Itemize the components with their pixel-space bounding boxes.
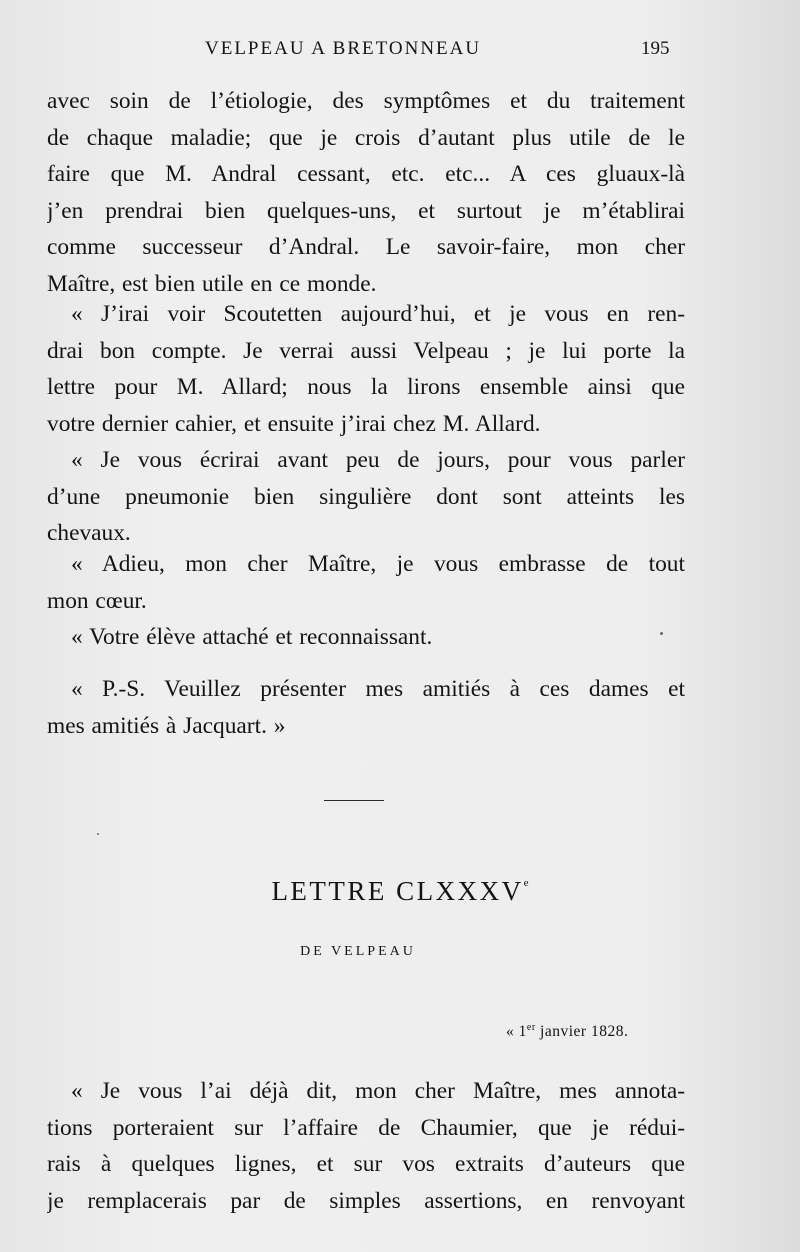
text-line: Maître, est bien utile en ce monde. [47,270,377,297]
text-line: je remplacerais par de simples assertions, en renvoyant [47,1187,685,1214]
text-line: « J’irai voir Scoutetten aujourd’hui, et je vous en ren- [71,301,685,327]
letter-title-text: LETTRE CLXXXV [271,876,524,906]
letter-title-superscript: e [523,877,529,889]
text-line: comme successeur d’Andral. Le savoir-faire, mon cher [47,234,685,260]
text-line: avec soin de l’étiologie, des symptômes et du traitement [47,88,685,114]
page-number: 195 [641,38,670,59]
paragraph-4 [47,546,685,619]
paragraph-2 [47,296,685,442]
print-speck [97,833,99,835]
paragraph-letter-body [47,1073,685,1219]
text-line: d’une pneumonie bien singulière dont sont atteints les [47,483,685,510]
print-speck [660,632,663,635]
text-line: chevaux. [47,520,131,546]
letter-author: DE VELPEAU [300,944,416,959]
date-superscript: er [526,1022,536,1033]
text-line: rais à quelques lignes, et sur vos extraits d’auteurs que [47,1151,685,1177]
text-line: « P.-S. Veuillez présenter mes amitiés à ces dames et [71,676,685,702]
text-line: drai bon compte. Je verrai aussi Velpeau ; je lui porte la [47,337,685,364]
text-line: « Je vous l’ai déjà dit, mon cher Maître, mes annota- [71,1078,685,1104]
letter-date [506,1022,628,1041]
text-line: mes amitiés à Jacquart. » [47,712,286,739]
paragraph-postscript [47,671,685,744]
text-line: votre dernier cahier, et ensuite j’irai chez M. Allard. [47,410,541,437]
date-prefix: « 1 [506,1023,527,1040]
paragraph-5 [47,619,685,656]
letter-title [0,876,800,907]
paragraph-1 [47,83,685,302]
text-line: faire que M. Andral cessant, etc. etc... A ces gluaux-là [47,161,685,187]
text-line: « Je vous écrirai avant peu de jours, pour vous parler [71,447,685,473]
text-line: mon cœur. [47,587,147,614]
paragraph-3 [47,442,685,552]
text-line: j’en prendrai bien quelques-uns, et surtout je m’établirai [47,197,685,224]
section-divider [324,800,384,801]
text-line: « Votre élève attaché et reconnaissant. [71,624,433,650]
date-rest: janvier 1828. [535,1023,629,1040]
text-line: tions porteraient sur l’affaire de Chaumier, que je rédui- [47,1114,685,1141]
text-line: de chaque maladie; que je crois d’autant plus utile de le [47,124,685,151]
text-line: lettre pour M. Allard; nous la lirons ensemble ainsi que [47,374,685,400]
text-line: « Adieu, mon cher Maître, je vous embrasse de tout [71,551,685,577]
running-head: VELPEAU A BRETONNEAU [205,38,482,59]
